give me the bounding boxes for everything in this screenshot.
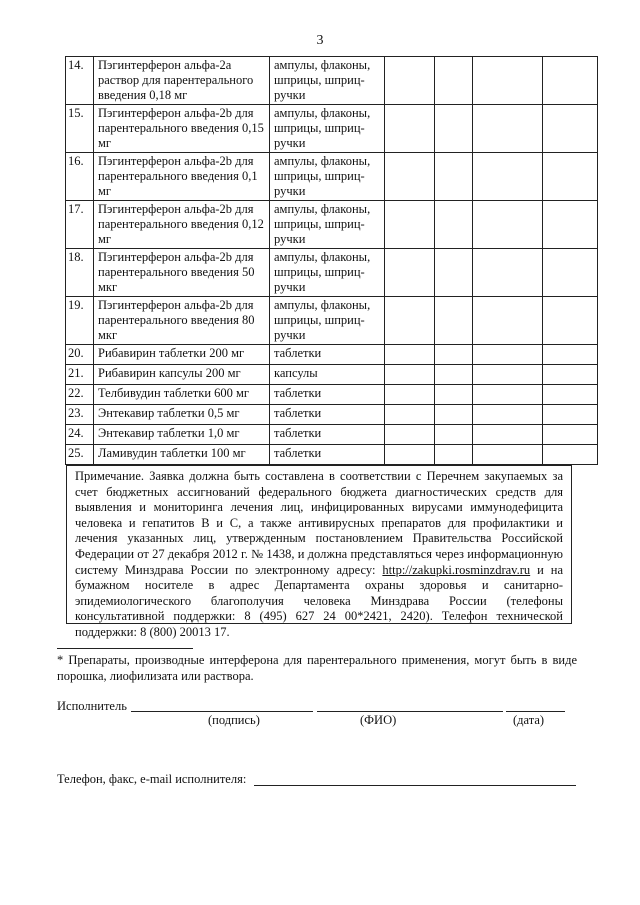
signature-line[interactable] bbox=[131, 711, 313, 712]
package-form: таблетки bbox=[270, 445, 385, 465]
table-row bbox=[66, 249, 598, 297]
drug-name: Телбивудин таблетки 600 мг bbox=[94, 385, 270, 405]
package-form: ампулы, флаконы, шприцы, шприц-ручки bbox=[270, 57, 385, 105]
empty-cell[interactable] bbox=[435, 345, 473, 365]
package-form: таблетки bbox=[270, 425, 385, 445]
drug-name: Ламивудин таблетки 100 мг bbox=[94, 445, 270, 465]
empty-cell[interactable] bbox=[543, 57, 598, 105]
table-row bbox=[66, 365, 598, 385]
empty-cell[interactable] bbox=[543, 445, 598, 465]
empty-cell[interactable] bbox=[543, 345, 598, 365]
note-text: Примечание. Заявка должна быть составлена в соответствии с Перечнем закупаемых за счет бюджетных ассигнований федерального бюджета диагностических средств для выявления и мониторинга лечения лиц, инфицированных вирусами иммунодефицита человека и гепатитов В и С, а также антивирусных препаратов для профилактики и лечения указанных лиц, утвержденным постановлением Правительства Российской Федерации от 27 декабря 2012 г. № 1438, и должна представляться через информационную систему Минздрава России по электронному адресу: bbox=[75, 469, 563, 577]
empty-cell[interactable] bbox=[473, 249, 543, 297]
drug-name: Пэгинтерферон альфа-2b для парентерального введения 80 мкг bbox=[94, 297, 270, 345]
row-number: 23. bbox=[66, 405, 94, 425]
empty-cell[interactable] bbox=[473, 445, 543, 465]
row-number: 16. bbox=[66, 153, 94, 201]
fio-caption: (ФИО) bbox=[360, 713, 397, 727]
note-text-continued: и на бумажном носителе в адрес Департамента охраны здоровья и санитарно-эпидемиологического благополучия человека Минздрава России (телефоны консультативной поддержки: 8 (495) 627 24 00*2421, 2420). Телефон технической поддержки: 8 (800) 20013 17. bbox=[75, 562, 564, 639]
empty-cell[interactable] bbox=[385, 345, 435, 365]
empty-cell[interactable] bbox=[385, 385, 435, 405]
table-row bbox=[66, 345, 598, 365]
drug-name: Пэгинтерферон альфа-2а раствор для парентерального введения 0,18 мг bbox=[94, 57, 270, 105]
package-form: ампулы, флаконы, шприцы, шприц-ручки bbox=[270, 201, 385, 249]
empty-cell[interactable] bbox=[385, 153, 435, 201]
empty-cell[interactable] bbox=[543, 385, 598, 405]
package-form: ампулы, флаконы, шприцы, шприц-ручки bbox=[270, 297, 385, 345]
table-row bbox=[66, 405, 598, 425]
table-row bbox=[66, 425, 598, 445]
empty-cell[interactable] bbox=[473, 425, 543, 445]
empty-cell[interactable] bbox=[473, 201, 543, 249]
empty-cell[interactable] bbox=[435, 201, 473, 249]
empty-cell[interactable] bbox=[435, 249, 473, 297]
row-number: 21. bbox=[66, 365, 94, 385]
empty-cell[interactable] bbox=[543, 153, 598, 201]
contacts-label: Телефон, факс, e-mail исполнителя: bbox=[57, 772, 247, 786]
empty-cell[interactable] bbox=[435, 405, 473, 425]
empty-cell[interactable] bbox=[385, 249, 435, 297]
footnote-rule bbox=[57, 648, 193, 649]
empty-cell[interactable] bbox=[473, 365, 543, 385]
table-row bbox=[66, 57, 598, 105]
empty-cell[interactable] bbox=[385, 297, 435, 345]
empty-cell[interactable] bbox=[435, 57, 473, 105]
row-number: 25. bbox=[66, 445, 94, 465]
date-line[interactable] bbox=[506, 711, 565, 712]
row-number: 17. bbox=[66, 201, 94, 249]
row-number: 18. bbox=[66, 249, 94, 297]
package-form: ампулы, флаконы, шприцы, шприц-ручки bbox=[270, 153, 385, 201]
empty-cell[interactable] bbox=[435, 445, 473, 465]
fio-line[interactable] bbox=[317, 711, 503, 712]
empty-cell[interactable] bbox=[435, 385, 473, 405]
footnote: * Препараты, производные интерферона для парентерального применения, могут быть в виде порошка, лиофилизата или раствора. bbox=[57, 653, 577, 683]
row-number: 20. bbox=[66, 345, 94, 365]
row-number: 19. bbox=[66, 297, 94, 345]
empty-cell[interactable] bbox=[435, 425, 473, 445]
empty-cell[interactable] bbox=[473, 105, 543, 153]
note-box bbox=[66, 465, 572, 639]
empty-cell[interactable] bbox=[435, 105, 473, 153]
date-caption: (дата) bbox=[513, 713, 545, 727]
table-row bbox=[66, 445, 598, 465]
signature-caption: (подпись) bbox=[208, 713, 260, 727]
empty-cell[interactable] bbox=[385, 405, 435, 425]
row-number: 15. bbox=[66, 105, 94, 153]
drug-name: Пэгинтерферон альфа-2b для парентерального введения 0,15 мг bbox=[94, 105, 270, 153]
drug-table bbox=[65, 56, 598, 465]
empty-cell[interactable] bbox=[543, 405, 598, 425]
empty-cell[interactable] bbox=[473, 297, 543, 345]
empty-cell[interactable] bbox=[543, 425, 598, 445]
table-row bbox=[66, 153, 598, 201]
drug-name: Рибавирин таблетки 200 мг bbox=[94, 345, 270, 365]
row-number: 24. bbox=[66, 425, 94, 445]
empty-cell[interactable] bbox=[543, 105, 598, 153]
drug-name: Энтекавир таблетки 1,0 мг bbox=[94, 425, 270, 445]
executor-label: Исполнитель bbox=[57, 699, 127, 713]
empty-cell[interactable] bbox=[473, 153, 543, 201]
row-number: 14. bbox=[66, 57, 94, 105]
contacts-line[interactable] bbox=[254, 785, 576, 786]
empty-cell[interactable] bbox=[385, 105, 435, 153]
drug-name: Пэгинтерферон альфа-2b для парентерального введения 50 мкг bbox=[94, 249, 270, 297]
empty-cell[interactable] bbox=[385, 445, 435, 465]
package-form: ампулы, флаконы, шприцы, шприц-ручки bbox=[270, 249, 385, 297]
empty-cell[interactable] bbox=[385, 425, 435, 445]
package-form: таблетки bbox=[270, 345, 385, 365]
table-row bbox=[66, 201, 598, 249]
empty-cell[interactable] bbox=[385, 57, 435, 105]
row-number: 22. bbox=[66, 385, 94, 405]
rosminzdrav-link[interactable]: http://zakupki.rosminzdrav.ru bbox=[382, 562, 531, 577]
package-form: таблетки bbox=[270, 385, 385, 405]
empty-cell[interactable] bbox=[435, 365, 473, 385]
package-form: таблетки bbox=[270, 405, 385, 425]
empty-cell[interactable] bbox=[543, 249, 598, 297]
empty-cell[interactable] bbox=[543, 297, 598, 345]
package-form: капсулы bbox=[270, 365, 385, 385]
drug-name: Рибавирин капсулы 200 мг bbox=[94, 365, 270, 385]
table-row bbox=[66, 105, 598, 153]
empty-cell[interactable] bbox=[385, 365, 435, 385]
empty-cell[interactable] bbox=[435, 153, 473, 201]
table-row bbox=[66, 297, 598, 345]
drug-name: Энтекавир таблетки 0,5 мг bbox=[94, 405, 270, 425]
table-row bbox=[66, 385, 598, 405]
empty-cell[interactable] bbox=[543, 365, 598, 385]
empty-cell[interactable] bbox=[473, 405, 543, 425]
page-number: 3 bbox=[316, 33, 324, 48]
empty-cell[interactable] bbox=[473, 57, 543, 105]
empty-cell[interactable] bbox=[473, 385, 543, 405]
drug-name: Пэгинтерферон альфа-2b для парентерального введения 0,1 мг bbox=[94, 153, 270, 201]
drug-name: Пэгинтерферон альфа-2b для парентерального введения 0,12 мг bbox=[94, 201, 270, 249]
empty-cell[interactable] bbox=[543, 201, 598, 249]
package-form: ампулы, флаконы, шприцы, шприц-ручки bbox=[270, 105, 385, 153]
empty-cell[interactable] bbox=[473, 345, 543, 365]
empty-cell[interactable] bbox=[385, 201, 435, 249]
empty-cell[interactable] bbox=[435, 297, 473, 345]
